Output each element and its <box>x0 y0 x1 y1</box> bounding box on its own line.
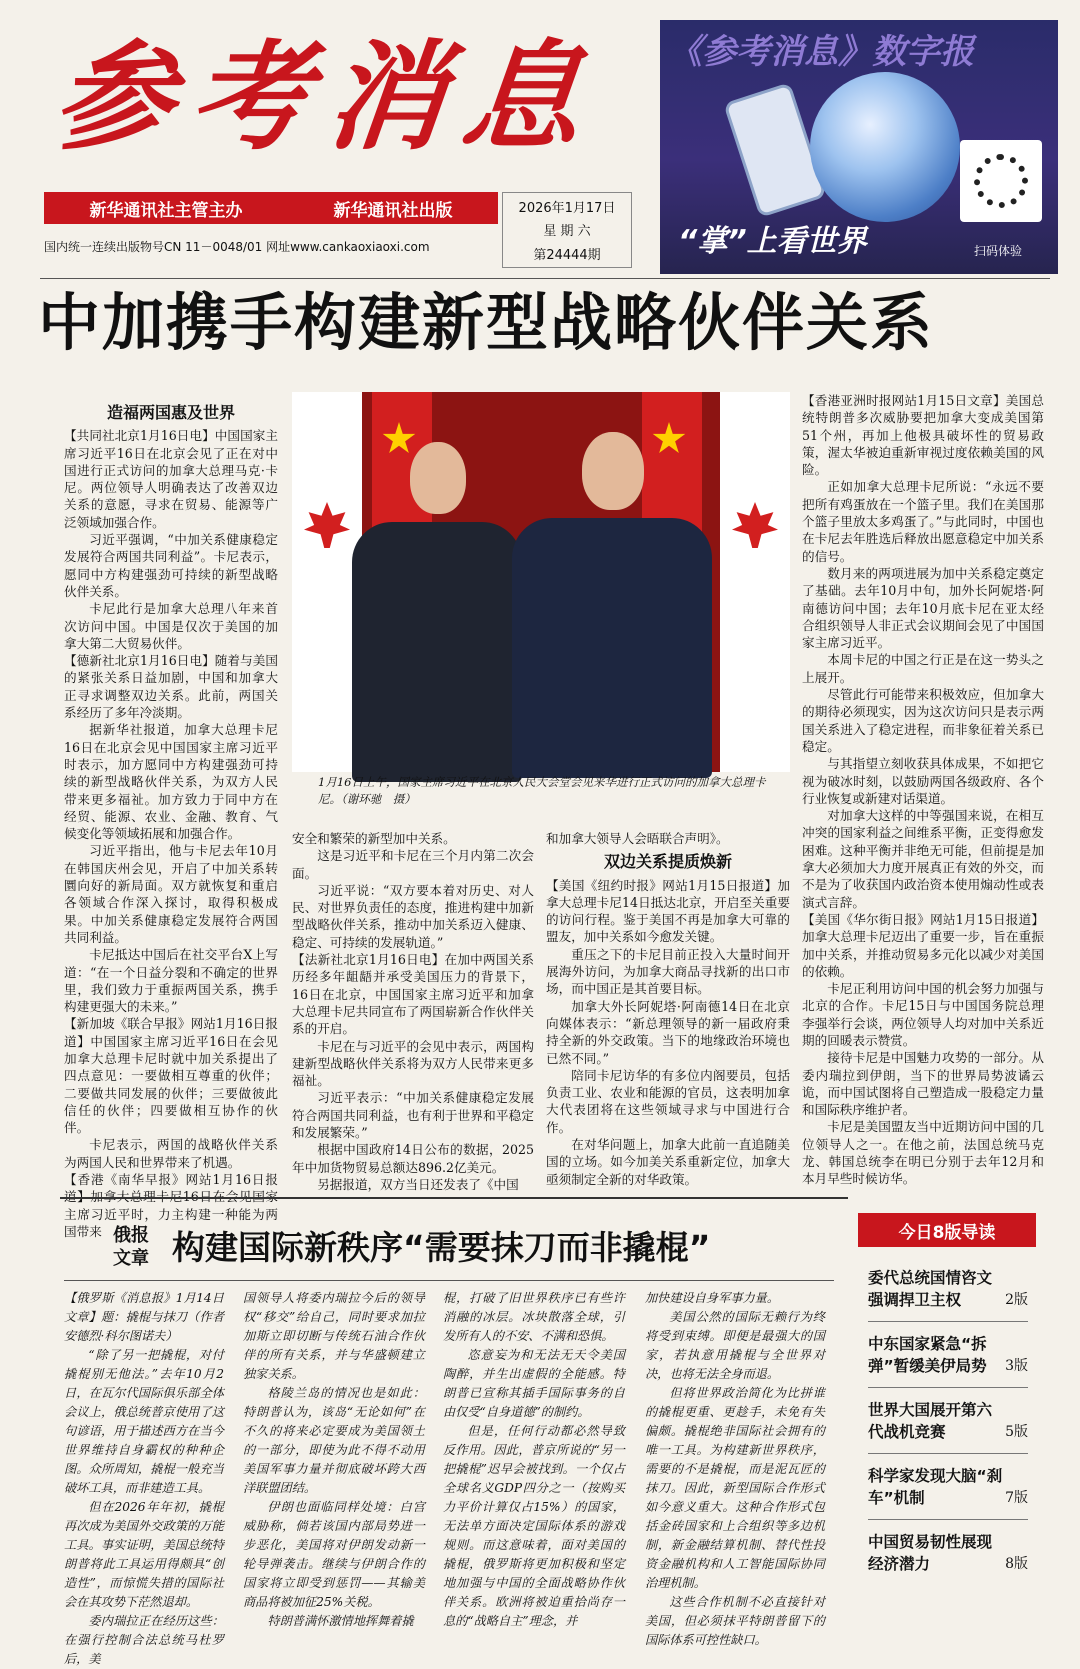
paragraph: 重压之下的卡尼目前正投入大量时间开展海外访问，为加拿大商品寻找新的出口市场，而中国正是其首要目标。 <box>546 946 790 997</box>
person-carney <box>352 442 522 772</box>
article-column-3 <box>546 830 790 1187</box>
guide-item[interactable] <box>868 1531 1028 1575</box>
masthead-divider <box>40 278 1050 279</box>
paragraph: 加快建设自身军事力量。 <box>645 1291 780 1305</box>
news-photo <box>292 392 790 772</box>
paragraph: 【俄罗斯《消息报》1月14日文章】题：撬棍与抹刀（作者 安德烈·科尔图诺夫） <box>64 1291 237 1343</box>
guide-separator <box>868 1321 1028 1322</box>
section-subhead: 双边关系提质焕新 <box>603 852 732 872</box>
paragraph: 陪同卡尼访华的有多位内阁要员，包括负责工业、农业和能源的官员，这表明加拿大代表团将在这些领域寻求与中国进行合作。 <box>546 1067 790 1135</box>
paragraph: 卡尼在与习近平的会见中表示，两国构建新型战略伙伴关系将为双方人民带来更多福祉。 <box>292 1038 534 1089</box>
date-box <box>502 192 632 268</box>
bottom-column-3 <box>443 1289 625 1628</box>
globe-icon <box>810 72 960 222</box>
bottom-column-1 <box>64 1289 237 1666</box>
bottom-column-4 <box>645 1289 825 1647</box>
paragraph: 【共同社北京1月16日电】中国国家主席习近平16日在北京会见了正在对中国进行正式访问的加拿大总理马克·卡尼。两位领导人明确表达了改善双边关系的意愿，寻求在贸易、能源等广泛领域加强合作。 <box>64 428 278 530</box>
guide-title: 今日8版导读 <box>858 1213 1036 1247</box>
guide-item-page: 2版 <box>1005 1292 1028 1308</box>
guide-item-text: 委代总统国情咨文强调捍卫主权 <box>868 1269 993 1309</box>
guide-item-text: 科学家发现大脑“刹车”机制 <box>868 1467 1003 1507</box>
guide-item[interactable] <box>868 1465 1028 1509</box>
publisher-banner <box>44 192 498 224</box>
paragraph: 据新华社报道，加拿大总理卡尼16日在北京会见中国国家主席习近平时表示，加方愿同中方构建强劲可持续的新型战略伙伴关系，为双方人民带来更多福祉。加方致力于同中方在经贸、能源、农业、金融、教育、气候变化等领域拓展和加强合作。 <box>64 722 278 842</box>
guide-item[interactable] <box>868 1399 1028 1443</box>
paragraph: 加拿大外长阿妮塔·阿南德14日在北京向媒体表示：“新总理领导的新一届政府秉持全新的外交政策。当下的地缘政治环境也已然不同。” <box>546 998 790 1066</box>
person-xi <box>512 432 712 772</box>
paragraph: 【香港亚洲时报网站1月15日文章】美国总统特朗普多次威胁要把加拿大变成美国第51个州，再加上他极具破坏性的贸易政策，渥太华被迫重新审视过度依赖美国的风险。 <box>802 393 1044 478</box>
paragraph: 委内瑞拉正在经历这些：在强行控制合法总统马杜罗后，美 <box>64 1614 224 1666</box>
paragraph: 卡尼表示，两国的战略伙伴关系为两国人民和世界带来了机遇。 <box>64 1137 278 1170</box>
paragraph: 这是习近平和卡尼在三个月内第二次会面。 <box>292 848 534 881</box>
paragraph: 接待卡尼是中国魅力攻势的一部分。从委内瑞拉到伊朗，当下的世界局势波谲云诡，而中国试图将自己塑造成一股稳定力量和国际秩序维护者。 <box>802 1050 1044 1118</box>
paragraph: 尽管此行可能带来积极效应，但加拿大的期待必须现实，因为这次访问只是表示两国关系进入了稳定进程，而非象征着关系已稳定。 <box>802 687 1044 754</box>
paragraph: “除了另一把撬棍，对付撬棍别无他法。”去年10月2日，在瓦尔代国际俱乐部全体会议上，俄总统普京使用了这句谚语，用于描述西方在当今世界维持自身霸权的种种企图。众所周知，撬棍一般充当破坏工具，而非建造工具。 <box>64 1348 224 1495</box>
paragraph: 【美国《华尔街日报》网站1月15日报道】加拿大总理卡尼迈出了重要一步，旨在重振加中关系，并推动贸易多元化以减少对美国的依赖。 <box>802 911 1044 979</box>
paragraph: 对加拿大这样的中等强国来说，在相互冲突的国家利益之间维系平衡，正变得愈发困难。这种平衡并非绝无可能，但前提是加拿大必须加大力度开展真正有效的外交，而不是为了收获国内政治资本使用煽动性或表演式言辞。 <box>802 808 1044 910</box>
paragraph: 【美国《纽约时报》网站1月15日报道】加拿大总理卡尼14日抵达北京，开启至关重要的访问行程。鉴于美国不再是加拿大可靠的盟友，加中关系如今愈发关键。 <box>546 877 790 945</box>
guide-separator <box>868 1453 1028 1454</box>
article-column-4 <box>802 392 1044 1187</box>
issue-weekday: 星 期 六 <box>543 224 591 240</box>
paragraph: 【德新社北京1月16日电】随着与美国的紧张关系日益加剧，中国和加拿大正寻求调整双边关系。此前，两国关系经历了多年冷淡期。 <box>64 653 278 721</box>
article-column-1 <box>64 398 278 1239</box>
paragraph: 格陵兰岛的情况也是如此：特朗普认为，该岛“无论如何”在不久的将来必定要成为美国领土的一部分，即使为此不得不动用美国军事力量并彻底破坏跨大西洋联盟团结。 <box>243 1386 425 1495</box>
banner-left: 新华通讯社主管主办 <box>89 200 243 221</box>
today-guide <box>858 1213 1036 1613</box>
paragraph: 但在2026年年初，撬棍再次成为美国外交政策的万能工具。事实证明，美国总统特朗普将此工具运用得颇具“创造性”，而惊慌失措的国际社会在其攻势下茫然退却。 <box>64 1500 224 1609</box>
paragraph: 特朗普满怀激情地挥舞着撬 <box>267 1614 414 1628</box>
digital-edition-ad[interactable] <box>660 20 1058 274</box>
banner-right: 新华通讯社出版 <box>333 200 453 221</box>
bottom-column-2 <box>243 1289 425 1628</box>
paragraph: 数月来的两项进展为加中关系稳定奠定了基础。去年10月中旬，加外长阿妮塔·阿南德访问中国；去年10月底卡尼在亚太经合组织领导人非正式会议期间会见了中国国家主席习近平。 <box>802 565 1044 651</box>
paragraph: 国领导人将委内瑞拉今后的领导权“移交”给自己，同时要求加拉加斯立即切断与传统石油合作伙伴的所有关系，并与华盛顿建立独家关系。 <box>243 1291 425 1381</box>
bottom-headline: 构建国际新秩序“需要抹刀而非撬棍” <box>172 1228 711 1267</box>
paragraph: 习近平指出，他与卡尼去年10月在韩国庆州会见，开启了中加关系转圜向好的新局面。双方就恢复和重启各领域合作深入探讨，取得积极成果。中加关系健康稳定发展符合两国共同利益。 <box>64 843 278 945</box>
paragraph: 【法新社北京1月16日电】在加中两国关系历经多年龃龉并承受美国压力的背景下，16日在北京，中国国家主席习近平和加拿大总理卡尼共同宣布了两国崭新合作伙伴关系的开启。 <box>292 952 534 1037</box>
guide-separator <box>868 1387 1028 1388</box>
ad-slogan: “掌”上看世界 <box>678 224 867 259</box>
issue-date: 2026年1月17日 <box>518 201 616 217</box>
paragraph: 恣意妄为和无法无天令美国陶醉，并生出虚假的全能感。特朗普已宣称其插手国际事务的自由仅受“自身道德”的制约。 <box>443 1348 625 1419</box>
newspaper-logo: 参考消息 <box>47 27 607 166</box>
guide-item-text: 中国贸易韧性展现经济潜力 <box>868 1533 993 1573</box>
paragraph: 本周卡尼的中国之行正是在这一势头之上展开。 <box>802 652 1044 685</box>
ad-title: 《参考消息》数字报 <box>668 32 974 72</box>
guide-item-page: 5版 <box>1005 1424 1028 1440</box>
paragraph: 卡尼正利用访问中国的机会努力加强与北京的合作。卡尼15日与中国国务院总理李强举行会谈，两位领导人均对加中关系近期的回暖表示赞赏。 <box>802 981 1044 1048</box>
canada-flag-icon <box>720 392 790 772</box>
section-divider <box>60 1197 848 1199</box>
paragraph: 安全和繁荣的新型加中关系。 <box>292 831 456 846</box>
bottom-headline-rule <box>64 1280 834 1281</box>
qr-code-icon[interactable] <box>960 140 1042 222</box>
main-headline: 中加携手构建新型战略伙伴关系 <box>38 286 935 359</box>
issue-number: 第24444期 <box>533 247 601 263</box>
photo-caption: 1月16日上午，国家主席习近平在北京人民大会堂会见来华进行正式访问的加拿大总理卡尼。（谢环驰 摄） <box>318 775 766 806</box>
guide-item-page: 8版 <box>1005 1556 1028 1572</box>
paragraph: 【香港《南华早报》网站1月16日报 主席习近平时，力主构建一种能为两国带来 <box>64 1172 278 1239</box>
paragraph: 卡尼是美国盟友当中近期访问中国的几位领导人之一。在他之前，法国总统马克龙、韩国总统李在明已分别于去年12月和本月早些时候访华。 <box>802 1119 1044 1187</box>
paragraph: 正如加拿大总理卡尼所说：“永远不要把所有鸡蛋放在一个篮子里。我们在美国那个篮子里放太多鸡蛋了。”与此同时，中国也在卡尼去年胜选后释放出愿意稳定中加关系的信号。 <box>802 479 1044 564</box>
paragraph: 但是，任何行动都必然导致反作用。因此，普京所说的“另一把撬棍”迟早会被找到。一个仅占全球名义GDP四分之一（按购买力平价计算仅占15%）的国家，无法单方面决定国际体系的游戏规则。而这意味着，面对美国的撬棍，俄罗斯将更加积极和坚定地加强与中国的全面战略协作伙伴关系。欧洲将被迫重拾尚存一息的“战略自主”理念，并 <box>443 1424 625 1628</box>
paragraph: 卡尼抵达中国后在社交平台X上写道：“在一个日益分裂和不确定的世界里，我们致力于重振两国关系，携手构建更强大的未来。” <box>64 947 278 1015</box>
paragraph: 与其指望立刻收获具体成果，不如把它视为破冰时刻，以鼓励两国各级政府、各个行业恢复或新建对话渠道。 <box>802 756 1044 806</box>
qr-code-pattern <box>974 154 1028 208</box>
ad-scan-label: 扫码体验 <box>974 244 1023 258</box>
article-source-tag: 俄报文章 <box>113 1225 149 1269</box>
paragraph: 和加拿大领导人会晤联合声明》。 <box>546 831 729 846</box>
paragraph: 这些合作机制不必直接针对美国，但必须抹平特朗普留下的国际体系可控性缺口。 <box>645 1595 825 1647</box>
guide-item-text: 世界大国展开第六代战机竞赛 <box>868 1401 993 1441</box>
paragraph: 棍，打破了旧世界秩序已有些许消融的冰层。冰块散落全球，引发所有人的不安、不满和恐惧。 <box>443 1291 625 1343</box>
paragraph: 伊朗也面临同样处境：白宫威胁称，倘若该国内部局势进一步恶化，美国将对伊朗发动新一轮导弹袭击。继续与伊朗合作的国家将立即受到惩罚——其输美商品将被加征25%关税。 <box>243 1500 425 1609</box>
registration-line: 国内统一连续出版物号CN 11－0048/01 网址www.cankaoxiaoxi.com <box>44 240 430 254</box>
paragraph: 习近平强调，“中加关系健康稳定发展符合两国共同利益”。卡尼表示，愿同中方构建强劲可持续的新型战略伙伴关系。 <box>64 532 278 599</box>
paragraph: 卡尼此行是加拿大总理八年来首次访问中国。中国是仅次于美国的加拿大第二大贸易伙伴。 <box>64 601 278 651</box>
paragraph: 【新加坡《联合早报》网站1月16日报道】中国国家主席习近平16日在会见加拿大总理卡尼时就中加关系提出了四点意见：一要做相互尊重的伙伴；二要做共同发展的伙伴；三要做彼此信任的伙伴；四要做相互协作的伙伴。 <box>64 1016 278 1136</box>
paragraph: 美国公然的国际无赖行为终将受到束缚。即便是最强大的国家，若执意用撬棍与全世界对决，也将无法全身而退。 <box>645 1310 825 1381</box>
paragraph: 根据中国政府14日公布的数据，2025年中加货物贸易总额达896.2亿美元。 <box>292 1142 534 1175</box>
guide-item[interactable] <box>868 1267 1028 1311</box>
paragraph: 习近平表示：“中加关系健康稳定发展符合两国共同利益，也有利于世界和平稳定和发展繁荣。” <box>292 1090 534 1141</box>
section-subhead: 造福两国惠及世界 <box>106 403 235 422</box>
paragraph: 另据报道，双方当日还发表了《中国 <box>317 1176 519 1192</box>
guide-item[interactable] <box>868 1333 1028 1377</box>
guide-item-text: 中东国家紧急“拆弹”暂缓美伊局势 <box>868 1335 987 1375</box>
paragraph: 在对华问题上，加拿大此前一直追随美国的立场。如今加美关系重新定位，加拿大亟须制定全新的对华政策。 <box>546 1137 790 1187</box>
guide-separator <box>868 1519 1028 1520</box>
paragraph: 习近平说：“双方要本着对历史、对人民、对世界负责任的态度，推进构建中加新型战略伙伴关系，推动中加关系迈入健康、稳定、可持续的发展轨道。” <box>292 882 534 950</box>
paragraph: 但将世界政治简化为比拼谁的撬棍更重、更趁手，未免有失偏颇。撬棍绝非国际社会拥有的唯一工具。为构建新世界秩序，需要的不是撬棍，而是泥瓦匠的抹刀。因此，新型国际合作形式如今意义重大。这种合作形式包括金砖国家和上合组织等多边机制，新金融结算机制、替代性投资金融机构和人工智能国际协同治理机制。 <box>645 1386 825 1590</box>
article-column-2 <box>292 830 534 1192</box>
guide-item-page: 7版 <box>1005 1490 1028 1506</box>
guide-item-page: 3版 <box>1005 1358 1028 1374</box>
